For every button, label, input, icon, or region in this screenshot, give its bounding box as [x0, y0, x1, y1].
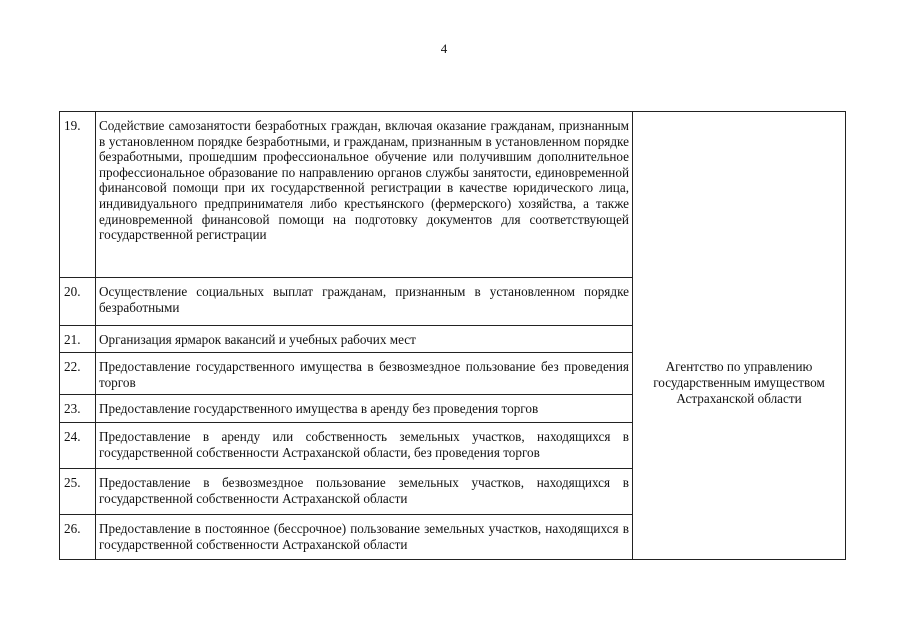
row-number: 26.	[60, 515, 96, 560]
service-description: Предоставление в постоянное (бессрочное) пользование земельных участков, находящихся в государственной собственности Астраханской области	[96, 515, 633, 560]
row-number: 25.	[60, 469, 96, 515]
services-table	[59, 111, 846, 560]
service-description: Организация ярмарок вакансий и учебных рабочих мест	[96, 326, 633, 353]
row-number: 22.	[60, 353, 96, 395]
agency-cell-empty	[633, 112, 846, 353]
service-description: Осуществление социальных выплат гражданам, признанным в установленном порядке безработными	[96, 278, 633, 326]
row-number: 19.	[60, 112, 96, 278]
row-number: 23.	[60, 395, 96, 423]
row-number: 21.	[60, 326, 96, 353]
page-number: 4	[440, 41, 448, 56]
row-number: 24.	[60, 423, 96, 469]
service-description: Предоставление государственного имущества в безвозмездное пользование без проведения торгов	[96, 353, 633, 395]
service-description: Предоставление в безвозмездное пользование земельных участков, находящихся в государственной собственности Астраханской области	[96, 469, 633, 515]
table-row	[60, 112, 846, 278]
table-row	[60, 353, 846, 395]
row-number: 20.	[60, 278, 96, 326]
responsible-agency: Агентство по управлению государственным имуществом Астраханской области	[633, 353, 846, 560]
service-description: Предоставление в аренду или собственность земельных участков, находящихся в государственной собственности Астраханской области, без проведения торгов	[96, 423, 633, 469]
service-description: Содействие самозанятости безработных граждан, включая оказание гражданам, признанным в установленном порядке безработными, и гражданам, признанным в установленном порядке безработными, прошедшим профессиональное обучение или получившим дополнительное профессиональное образование по направлению органов службы занятости, единовременной финансовой помощи при их государственной регистрации в качестве юридического лица, индивидуального предпринимателя либо крестьянского (фермерского) хозяйства, а также единовременной финансовой помощи на подготовку документов для соответствующей государственной регистрации	[96, 112, 633, 278]
service-description: Предоставление государственного имущества в аренду без проведения торгов	[96, 395, 633, 423]
